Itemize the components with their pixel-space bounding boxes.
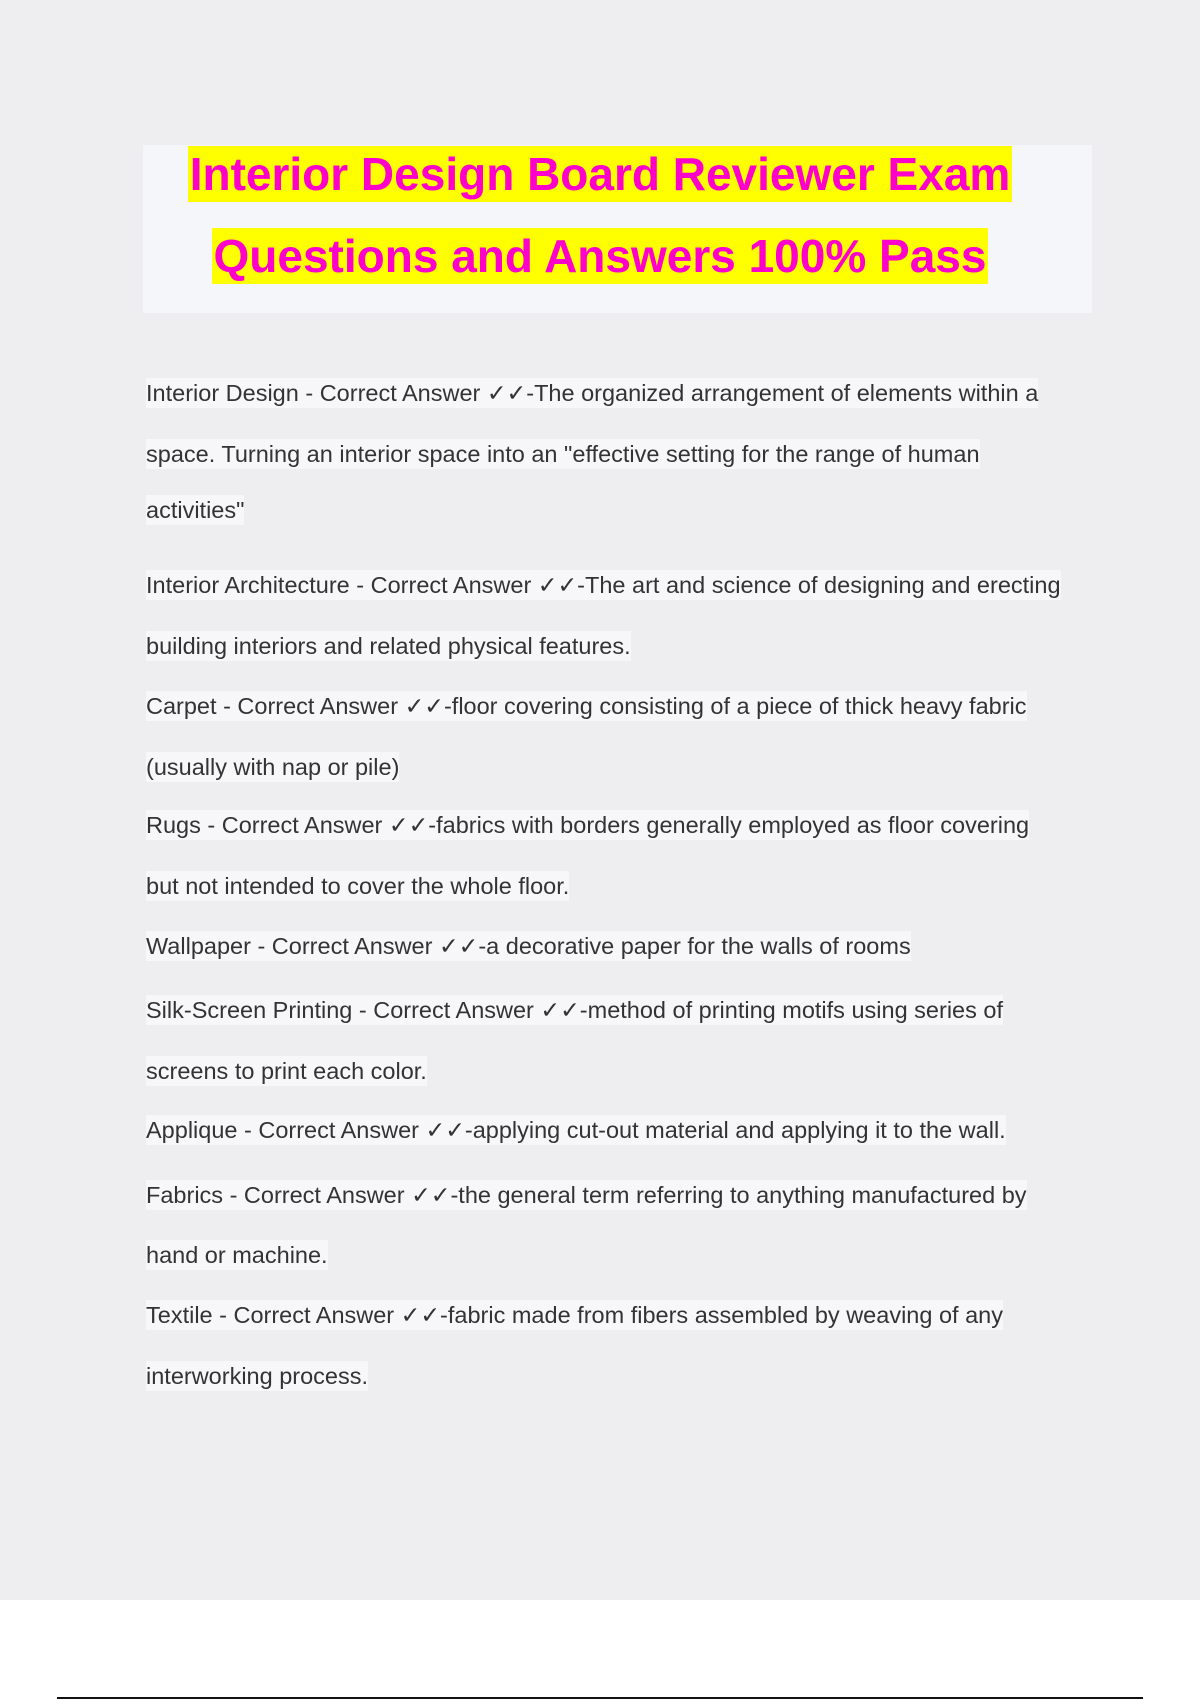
- qa-line: but not intended to cover the whole floor.: [146, 873, 570, 899]
- qa-line: activities": [146, 497, 245, 523]
- qa-line: Silk-Screen Printing - Correct Answer ✓✓-method of printing motifs using series of: [146, 997, 1003, 1023]
- qa-line: hand or machine.: [146, 1242, 328, 1268]
- qa-line: Interior Architecture - Correct Answer ✓✓-The art and science of designing and erecting: [146, 572, 1061, 598]
- qa-line: Carpet - Correct Answer ✓✓-floor covering consisting of a piece of thick heavy fabric: [146, 693, 1027, 719]
- document-title-line-1: Interior Design Board Reviewer Exam: [189, 148, 1011, 200]
- qa-line: building interiors and related physical features.: [146, 633, 631, 659]
- document-title-line-2: Questions and Answers 100% Pass: [213, 230, 987, 282]
- title-row-2: [0, 228, 1200, 284]
- qa-line: Applique - Correct Answer ✓✓-applying cut-out material and applying it to the wall.: [146, 1117, 1006, 1143]
- qa-line: space. Turning an interior space into an "effective setting for the range of human: [146, 441, 980, 467]
- qa-line: screens to print each color.: [146, 1058, 427, 1084]
- qa-line: Interior Design - Correct Answer ✓✓-The organized arrangement of elements within a: [146, 380, 1039, 406]
- title-row-1: [0, 146, 1200, 202]
- qa-line: (usually with nap or pile): [146, 754, 400, 780]
- footer-rule: [57, 1697, 1143, 1699]
- qa-line: Wallpaper - Correct Answer ✓✓-a decorative paper for the walls of rooms: [146, 933, 911, 959]
- qa-line: Rugs - Correct Answer ✓✓-fabrics with borders generally employed as floor covering: [146, 812, 1030, 838]
- qa-line: Fabrics - Correct Answer ✓✓-the general term referring to anything manufactured by: [146, 1182, 1027, 1208]
- qa-line: Textile - Correct Answer ✓✓-fabric made from fibers assembled by weaving of any: [146, 1302, 1003, 1328]
- qa-line: interworking process.: [146, 1363, 369, 1389]
